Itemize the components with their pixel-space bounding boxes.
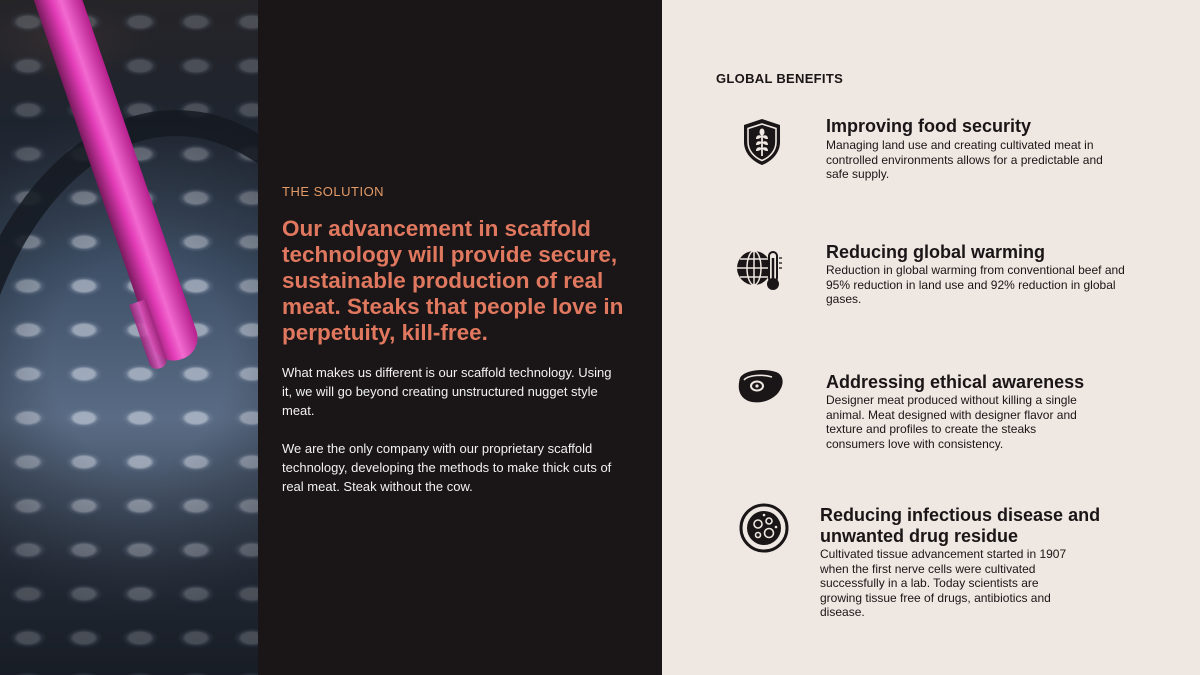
photo-vignette (0, 0, 258, 675)
benefit-text-infectious-disease: Cultivated tissue advancement started in 1907 when the first nerve cells were cultivated successfully in a lab. Today scientists are growing tissue free of drugs, antibiotics and disease. (820, 547, 1067, 620)
benefit-heading-food-security: Improving food security (826, 116, 1032, 136)
solution-headline: Our advancement in scaffold technology will provide secure, sustainable production of real meat. Steaks that people love in perpetuity, kill-free. (282, 216, 624, 345)
solution-panel (258, 0, 662, 675)
shield-wheat-icon (736, 116, 788, 168)
lab-photo (0, 0, 258, 675)
benefits-panel (662, 0, 1200, 675)
benefit-text-food-security: Managing land use and creating cultivated meat in controlled environments allows for a predictable and safe supply. (826, 138, 1103, 182)
benefits-title: GLOBAL BENEFITS (716, 71, 844, 86)
steak-icon (734, 360, 786, 412)
benefit-heading-infectious-disease: Reducing infectious disease and unwanted drug residue (820, 505, 1101, 546)
benefit-heading-ethical-awareness: Addressing ethical awareness (826, 372, 1085, 392)
benefit-heading-global-warming: Reducing global warming (826, 242, 1046, 262)
petri-dish-icon (738, 502, 790, 554)
solution-paragraph-2: We are the only company with our proprietary scaffold technology, developing the methods to make thick cuts of real meat. Steak without the cow. (282, 441, 612, 494)
globe-thermometer-icon (734, 242, 786, 294)
benefit-text-ethical-awareness: Designer meat produced without killing a single animal. Meat designed with designer flavor and texture and profiles to create the steaks consumers love with consistency. (826, 393, 1077, 451)
benefit-text-global-warming: Reduction in global warming from conventional beef and 95% reduction in land use and 92% reduction in global gases. (826, 263, 1125, 307)
solution-label: THE SOLUTION (282, 184, 385, 199)
solution-paragraph-1: What makes us different is our scaffold technology. Using it, we will go beyond creating unstructured nugget style meat. (282, 365, 612, 418)
